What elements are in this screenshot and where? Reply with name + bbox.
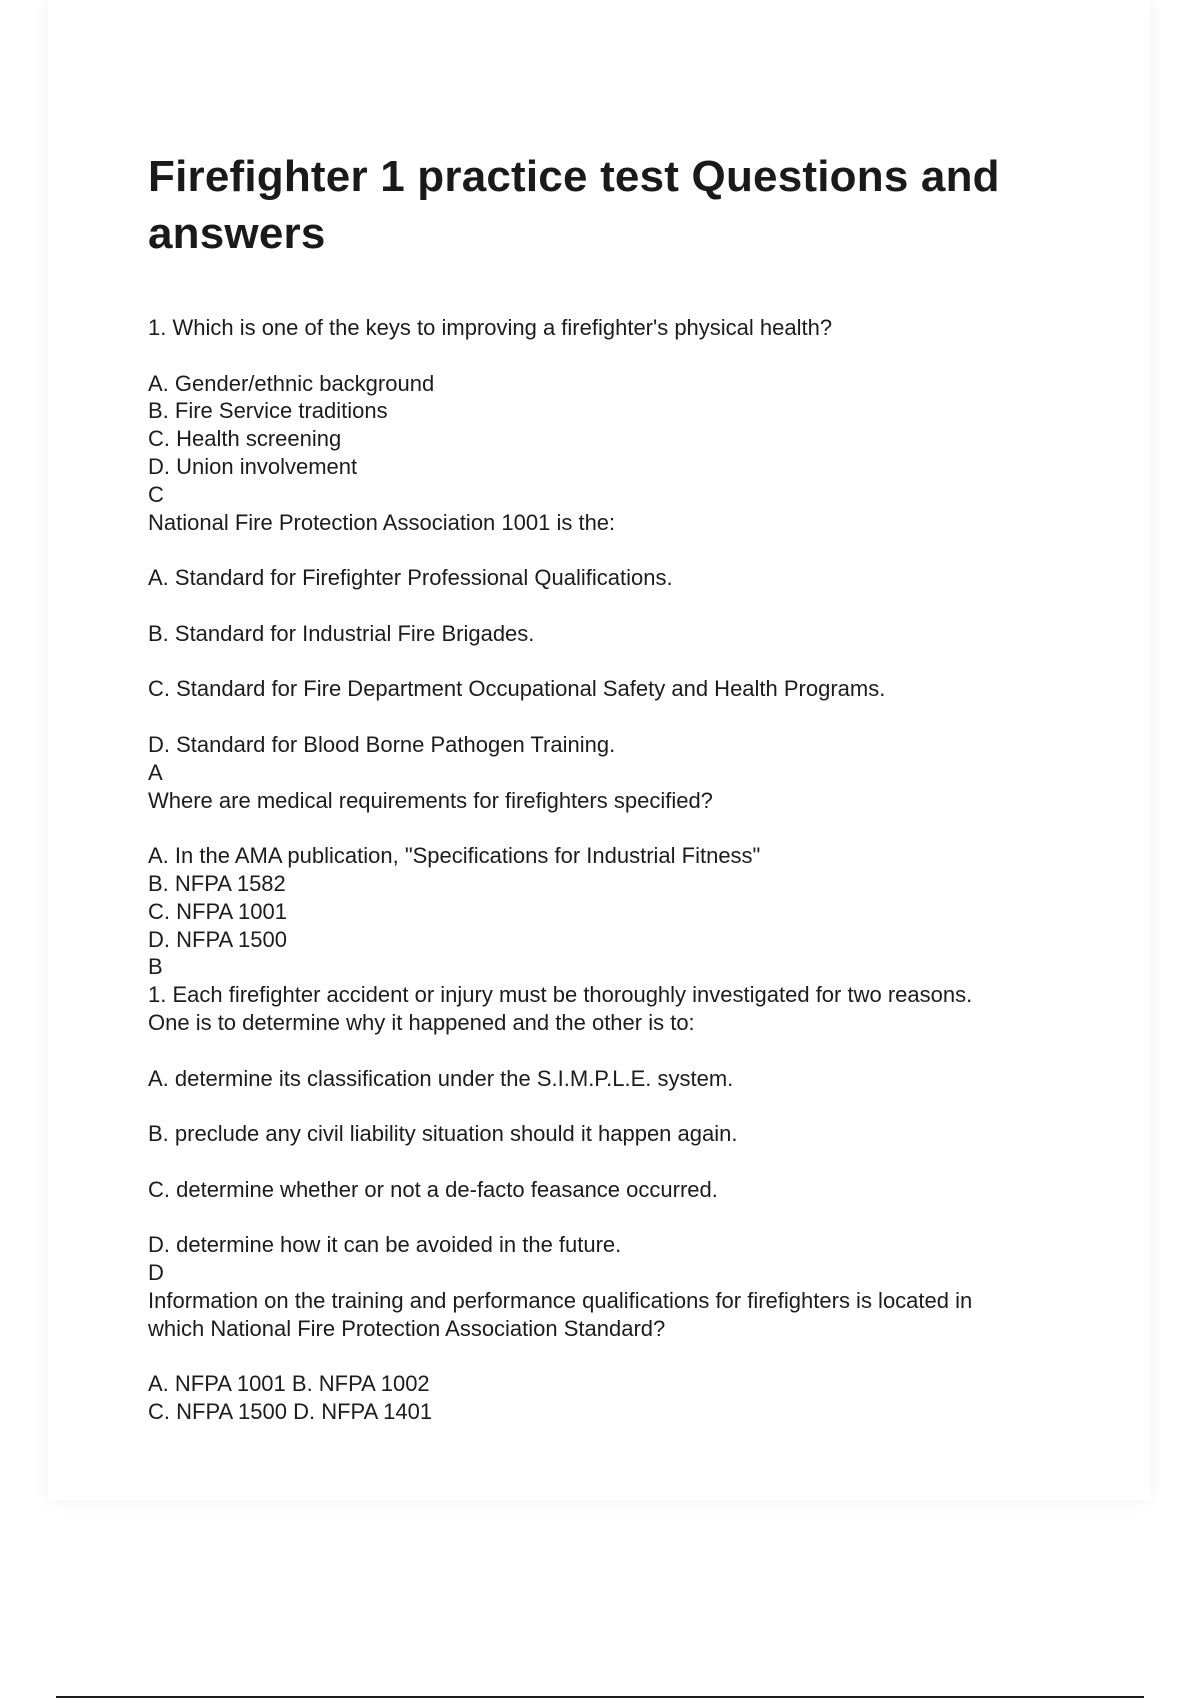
question-3-option-b: B. NFPA 1582 <box>148 870 286 896</box>
question-1-option-d: D. Union involvement <box>148 453 358 479</box>
spacer <box>148 703 1088 731</box>
question-5-options-row-1: A. NFPA 1001 B. NFPA 1002 <box>148 1371 430 1397</box>
question-1-answer: C <box>148 481 164 507</box>
question-4-option-b: B. preclude any civil liability situation should it happen again. <box>148 1121 738 1147</box>
spacer <box>148 1092 1088 1120</box>
question-1-option-b: B. Fire Service traditions <box>148 398 388 424</box>
question-4-prompt-line-2: One is to determine why it happened and the other is to: <box>148 1009 695 1035</box>
spacer <box>148 1204 1088 1232</box>
spacer <box>148 1148 1088 1176</box>
document-body <box>148 314 1088 1426</box>
question-4-option-d: D. determine how it can be avoided in the future. <box>148 1232 622 1258</box>
question-4-answer: D <box>148 1260 164 1286</box>
question-2-option-a: A. Standard for Firefighter Professional Qualifications. <box>148 565 673 591</box>
question-2-option-b: B. Standard for Industrial Fire Brigades. <box>148 620 535 646</box>
question-3-answer: B <box>148 954 163 980</box>
question-5-prompt-line-2: which National Fire Protection Association Standard? <box>148 1315 666 1341</box>
question-3-option-d: D. NFPA 1500 <box>148 926 287 952</box>
question-4-option-a: A. determine its classification under the S.I.M.P.L.E. system. <box>148 1065 734 1091</box>
page-divider <box>56 1696 1144 1698</box>
question-1-option-a: A. Gender/ethnic background <box>148 370 435 396</box>
spacer <box>148 1342 1088 1370</box>
question-4-prompt-line-1: 1. Each firefighter accident or injury must be thoroughly investigated for two reasons. <box>148 982 973 1008</box>
question-2-answer: A <box>148 759 163 785</box>
question-4-option-c: C. determine whether or not a de-facto feasance occurred. <box>148 1176 718 1202</box>
spacer <box>148 648 1088 676</box>
question-1-option-c: C. Health screening <box>148 426 342 452</box>
document-content <box>148 148 1088 1426</box>
spacer <box>148 1037 1088 1065</box>
spacer <box>148 592 1088 620</box>
question-3-prompt: Where are medical requirements for firefighters specified? <box>148 787 713 813</box>
question-2-option-d: D. Standard for Blood Borne Pathogen Training. <box>148 731 616 757</box>
question-5-prompt-line-1: Information on the training and performance qualifications for firefighters is located in <box>148 1287 973 1313</box>
question-2-option-c: C. Standard for Fire Department Occupational Safety and Health Programs. <box>148 676 886 702</box>
spacer <box>148 814 1088 842</box>
spacer <box>148 536 1088 564</box>
document-title: Firefighter 1 practice test Questions and answers <box>148 152 1000 258</box>
question-3-option-c: C. NFPA 1001 <box>148 898 287 924</box>
question-1-prompt: 1. Which is one of the keys to improving a firefighter's physical health? <box>148 315 833 340</box>
question-3-option-a: A. In the AMA publication, "Specifications for Industrial Fitness" <box>148 843 761 869</box>
question-2-prompt: National Fire Protection Association 1001 is the: <box>148 509 616 535</box>
spacer <box>148 342 1088 370</box>
question-5-options-row-2: C. NFPA 1500 D. NFPA 1401 <box>148 1399 433 1425</box>
